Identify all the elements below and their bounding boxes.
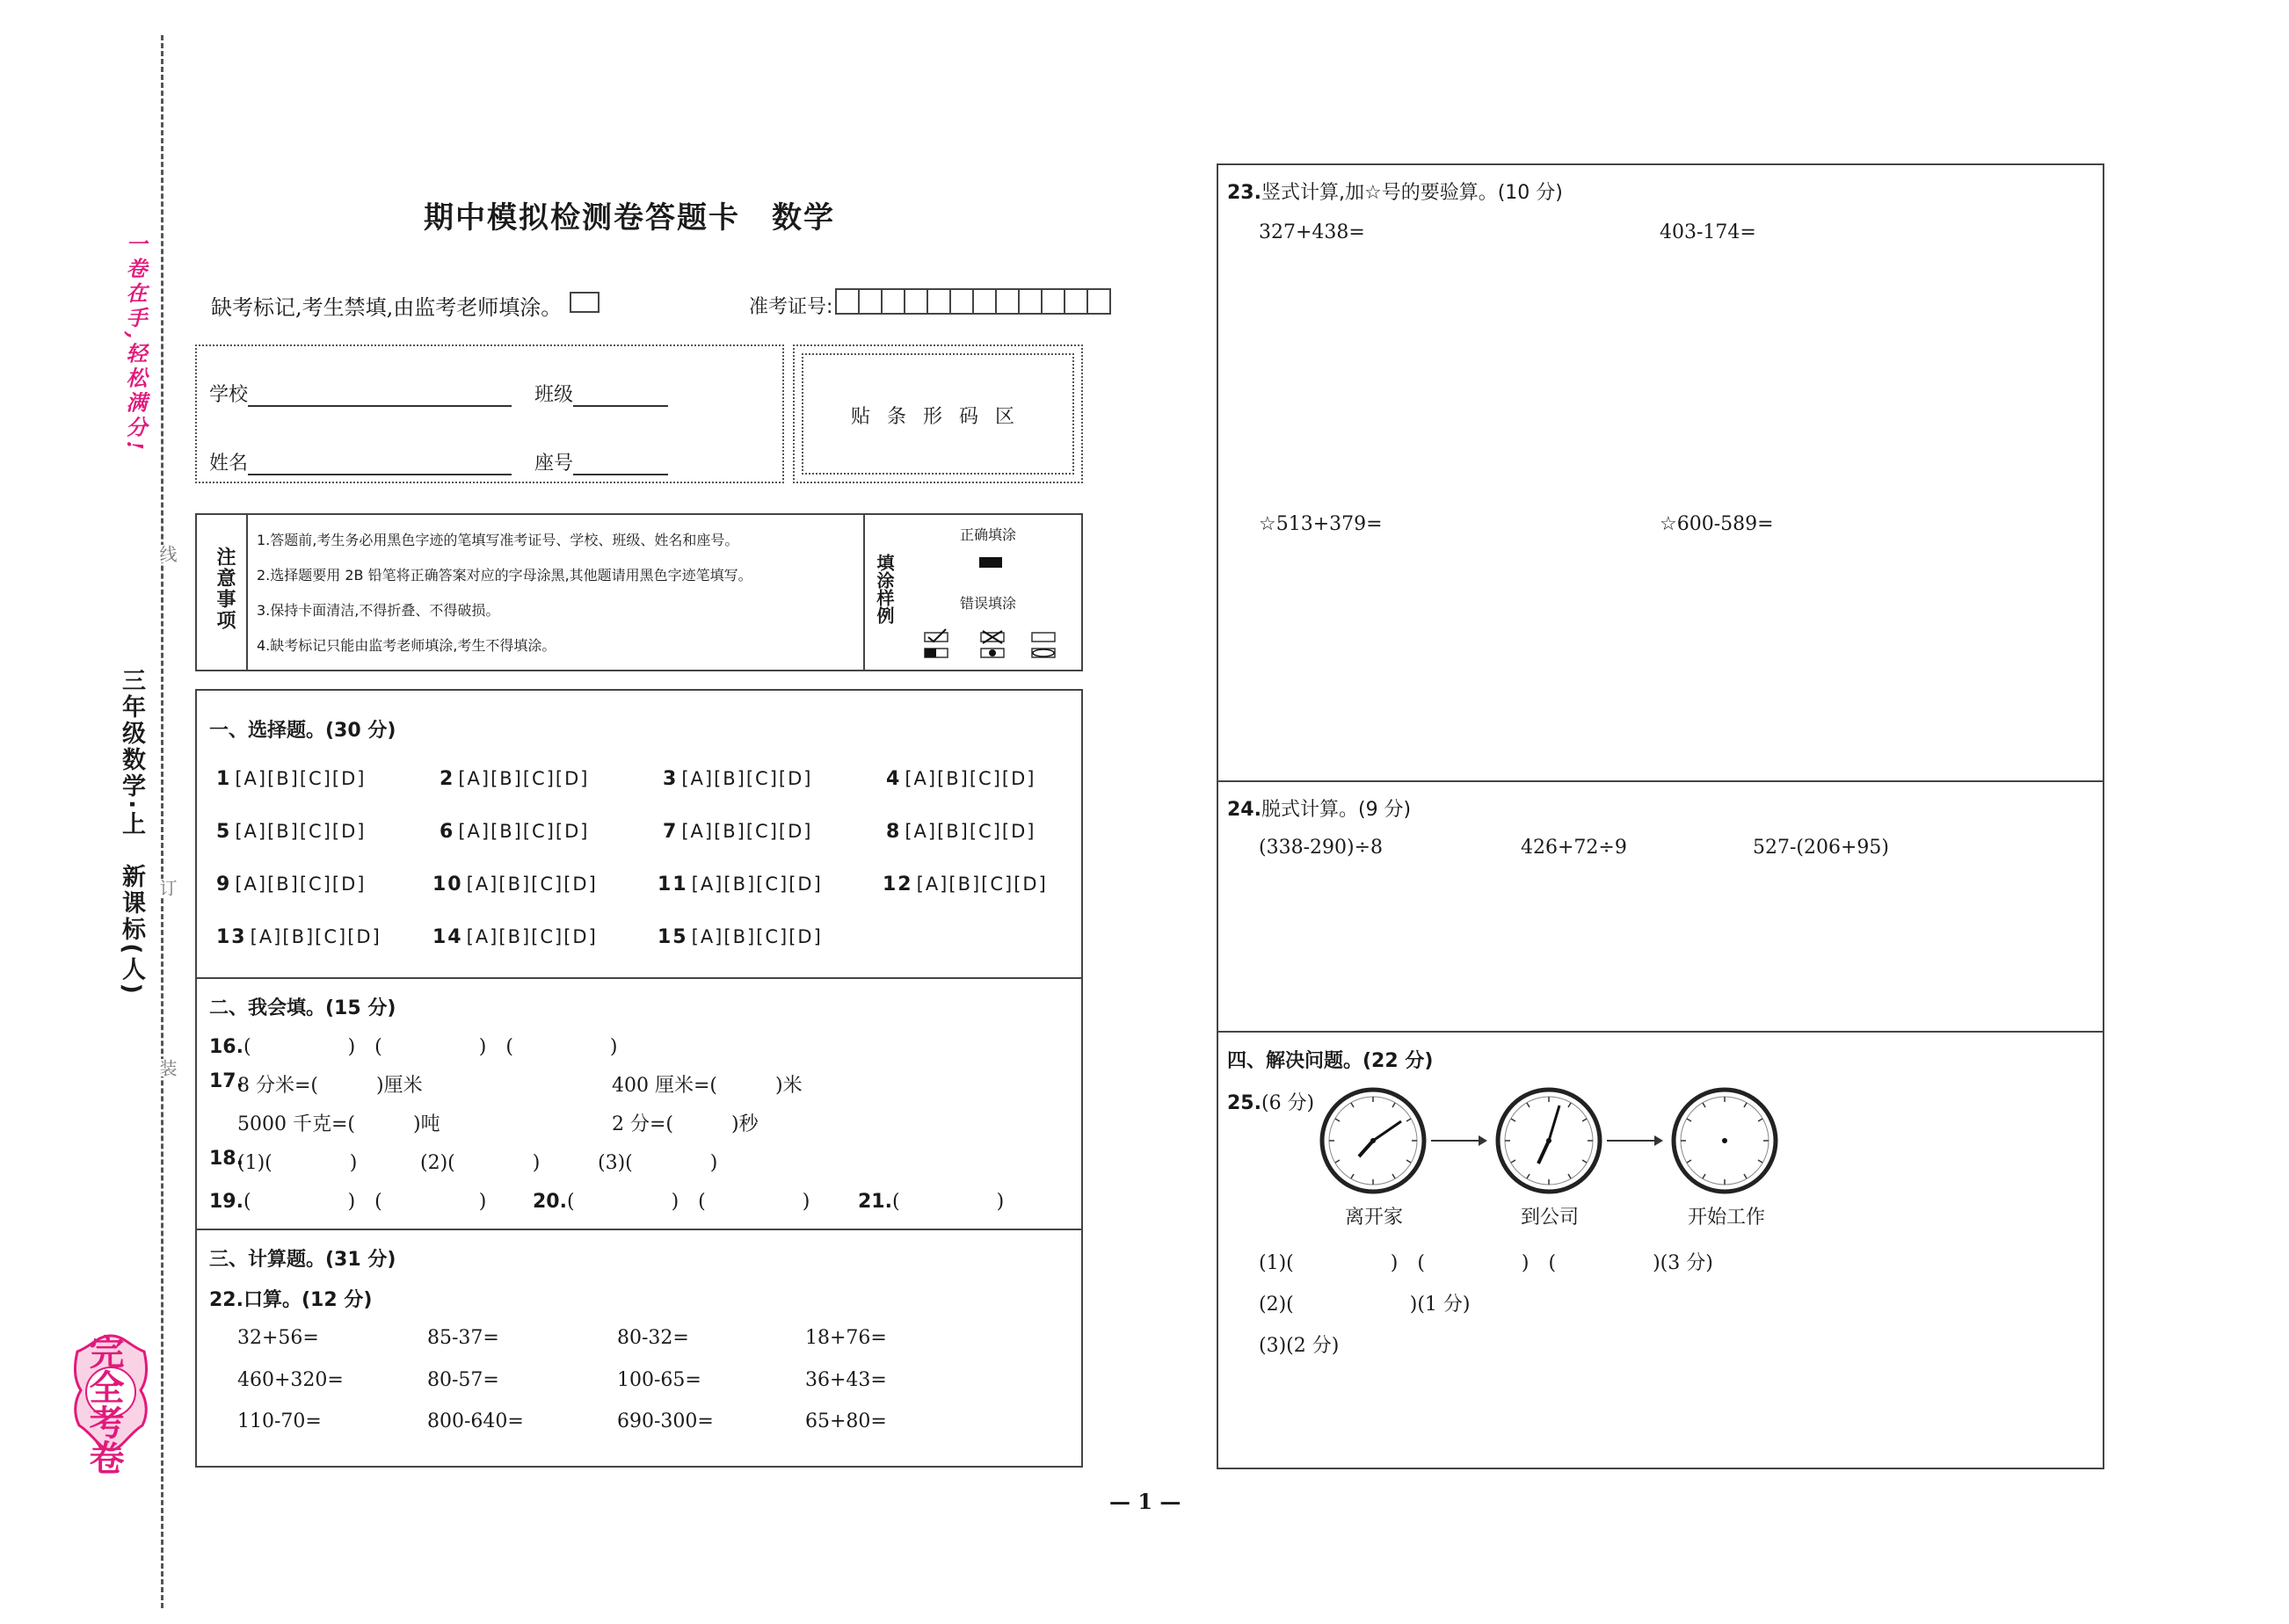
fill-example-title: 填涂样例 — [874, 554, 895, 624]
q18-3[interactable]: (3)( ) — [598, 1152, 718, 1174]
exam-id-label: 准考证号: — [749, 296, 833, 318]
oral-2-1[interactable]: 460+320= — [237, 1369, 344, 1391]
oral-3-2[interactable]: 800-640= — [427, 1410, 524, 1432]
q24-item-3[interactable]: 527-(206+95) — [1753, 837, 1890, 859]
oral-1-4[interactable]: 18+76= — [805, 1327, 887, 1349]
class-field[interactable]: 班级 — [534, 380, 668, 407]
clock-start-work — [1670, 1086, 1779, 1199]
wrong-fill-marks — [923, 627, 1064, 666]
q23-item-3[interactable]: ☆513+379= — [1259, 513, 1383, 535]
q20[interactable]: 20.( ) ( ) — [533, 1191, 810, 1213]
oral-2-2[interactable]: 80-57= — [427, 1369, 499, 1391]
subject: 数学 — [772, 200, 835, 236]
correct-fill-mark — [979, 557, 1002, 568]
oral-3-3[interactable]: 690-300= — [617, 1410, 714, 1432]
mc-q8[interactable]: 8 [A][B][C][D] — [886, 821, 1036, 843]
oral-2-3[interactable]: 100-65= — [617, 1369, 701, 1391]
oral-2-4[interactable]: 36+43= — [805, 1369, 887, 1391]
q24-title: 24.脱式计算。(9 分) — [1227, 799, 1412, 821]
arrow-icon — [1607, 1134, 1663, 1151]
clock-label-3: 开始工作 — [1688, 1207, 1766, 1229]
clock-label-2: 到公司 — [1521, 1207, 1580, 1229]
seat-field[interactable]: 座号 — [534, 448, 668, 475]
mc-q10[interactable]: 10 [A][B][C][D] — [432, 874, 598, 895]
q17-c[interactable]: 5000 千克=( )吨 — [237, 1113, 440, 1135]
mc-q13[interactable]: 13 [A][B][C][D] — [216, 926, 382, 948]
mc-q9[interactable]: 9 [A][B][C][D] — [216, 874, 367, 895]
oral-3-1[interactable]: 110-70= — [237, 1410, 322, 1432]
q24-item-1[interactable]: (338-290)÷8 — [1259, 837, 1384, 859]
q17-a[interactable]: 8 分米=( )厘米 — [237, 1075, 423, 1097]
section1-title: 一、选择题。(30 分) — [209, 720, 396, 742]
section3-title: 三、计算题。(31 分) — [209, 1249, 396, 1271]
q18-label: 18. — [209, 1148, 243, 1170]
barcode-label: 贴 条 形 码 区 — [851, 406, 1020, 428]
mc-q6[interactable]: 6 [A][B][C][D] — [440, 821, 590, 843]
mc-q3[interactable]: 3 [A][B][C][D] — [663, 768, 813, 790]
note-4: 4.缺考标记只能由监考老师填涂,考生不得填涂。 — [257, 637, 556, 654]
page-number: — 1 — — [1109, 1489, 1181, 1514]
section2-title: 二、我会填。(15 分) — [209, 997, 396, 1019]
correct-fill-label: 正确填涂 — [960, 526, 1017, 543]
q25-answer-3[interactable]: (3)(2 分) — [1259, 1335, 1340, 1357]
page-title: 期中模拟检测卷答题卡 数学 — [424, 200, 835, 236]
q23-item-1[interactable]: 327+438= — [1259, 221, 1365, 243]
slogan: 一卷在手,轻松满分! — [122, 233, 148, 453]
right-divider-1 — [1217, 780, 2104, 782]
absence-checkbox[interactable] — [570, 292, 600, 313]
clock-leave-home — [1319, 1086, 1428, 1199]
name-field[interactable]: 姓名 — [209, 448, 512, 475]
q17-d[interactable]: 2 分=( )秒 — [612, 1113, 759, 1135]
binding-mark-zhuang: 装 — [155, 1059, 180, 1077]
section-divider-1 — [195, 977, 1083, 979]
mc-q15[interactable]: 15 [A][B][C][D] — [658, 926, 823, 948]
q25-answer-1[interactable]: (1)( ) ( ) ( )(3 分) — [1259, 1252, 1713, 1274]
absence-note: 缺考标记,考生禁填,由监考老师填涂。 — [211, 295, 563, 320]
q23-item-2[interactable]: 403-174= — [1660, 221, 1756, 243]
mc-q12[interactable]: 12 [A][B][C][D] — [883, 874, 1048, 895]
mc-q14[interactable]: 14 [A][B][C][D] — [432, 926, 598, 948]
mc-q1[interactable]: 1 [A][B][C][D] — [216, 768, 367, 790]
note-2: 2.选择题要用 2B 铅笔将正确答案对应的字母涂黑,其他题请用黑色字迹笔填写。 — [257, 567, 752, 584]
section4-title: 四、解决问题。(22 分) — [1227, 1050, 1434, 1072]
q18-1[interactable]: (1)( ) — [237, 1152, 358, 1174]
brand-logo — [67, 1327, 155, 1475]
binding-mark-ding: 订 — [155, 879, 180, 896]
q17-b[interactable]: 400 厘米=( )米 — [612, 1075, 803, 1097]
oral-1-2[interactable]: 85-37= — [427, 1327, 499, 1349]
oral-3-4[interactable]: 65+80= — [805, 1410, 887, 1432]
mc-q5[interactable]: 5 [A][B][C][D] — [216, 821, 367, 843]
q19[interactable]: 19.( ) ( ) — [209, 1191, 487, 1213]
q25-title: 25.(6 分) — [1227, 1092, 1315, 1114]
notes-divider-left — [246, 513, 248, 671]
exam-id-boxes[interactable] — [837, 288, 1111, 315]
note-3: 3.保持卡面清洁,不得折叠、不得破损。 — [257, 602, 500, 619]
oral-1-1[interactable]: 32+56= — [237, 1327, 319, 1349]
wrong-fill-label: 错误填涂 — [960, 595, 1017, 612]
q22-title: 22.口算。(12 分) — [209, 1289, 373, 1311]
clock-label-1: 离开家 — [1345, 1207, 1404, 1229]
mc-q11[interactable]: 11 [A][B][C][D] — [658, 874, 823, 895]
grade-label: 三年级数学·上 新课标(人) — [118, 668, 145, 997]
binding-dashed-line — [161, 35, 164, 1608]
notes-title: 注意事项 — [214, 547, 236, 631]
mc-q2[interactable]: 2 [A][B][C][D] — [440, 768, 590, 790]
q18-2[interactable]: (2)( ) — [420, 1152, 541, 1174]
school-field[interactable]: 学校 — [209, 380, 512, 407]
section-divider-2 — [195, 1229, 1083, 1230]
q23-title: 23.竖式计算,加☆号的要验算。(10 分) — [1227, 182, 1563, 204]
note-1: 1.答题前,考生务必用黑色字迹的笔填写准考证号、学校、班级、姓名和座号。 — [257, 532, 739, 548]
q16[interactable]: 16.( ) ( ) ( ) — [209, 1036, 618, 1058]
brand-logo-text: 完全考卷 — [84, 1334, 124, 1475]
q23-item-4[interactable]: ☆600-589= — [1660, 513, 1774, 535]
mc-q7[interactable]: 7 [A][B][C][D] — [663, 821, 813, 843]
mc-q4[interactable]: 4 [A][B][C][D] — [886, 768, 1036, 790]
q24-item-2[interactable]: 426+72÷9 — [1521, 837, 1627, 859]
q17-label: 17. — [209, 1070, 243, 1092]
q25-answer-2[interactable]: (2)( )(1 分) — [1259, 1294, 1471, 1316]
right-divider-2 — [1217, 1031, 2104, 1033]
q21[interactable]: 21.( ) — [858, 1191, 1005, 1213]
clock-arrive-company — [1494, 1086, 1603, 1199]
binding-mark-line: 线 — [155, 545, 180, 562]
arrow-icon — [1431, 1134, 1487, 1151]
notes-divider-right — [863, 513, 865, 671]
oral-1-3[interactable]: 80-32= — [617, 1327, 689, 1349]
